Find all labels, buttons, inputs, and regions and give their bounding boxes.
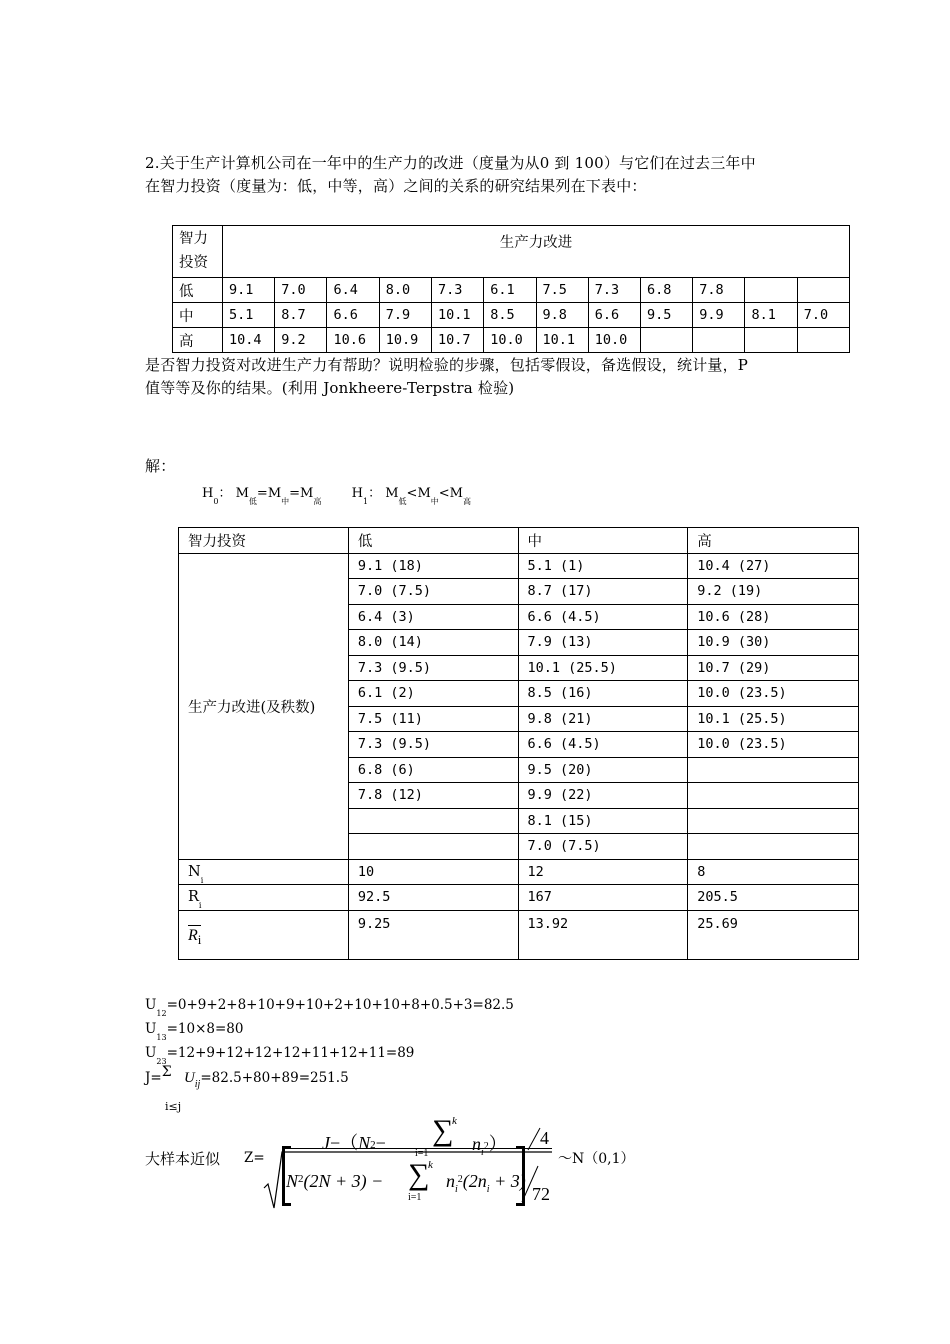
table-row: 低 9.1 7.0 6.4 8.0 7.3 6.1 7.5 7.3 6.8 7.8: [173, 278, 850, 303]
u12-line: $U_{12}=0+9+2+8+10+9+10+2+10+10+8+0.5+3=82.5$: [145, 997, 514, 1018]
solution-label: 解：: [145, 457, 176, 475]
table-row: 8.1 (15): [179, 808, 859, 834]
r-row: $R_i$ 92.5 167 205.5: [179, 885, 859, 911]
sum-icon: ∑: [432, 1114, 454, 1147]
question-line-2: 在智力投资（度量为：低，中等，高）之间的关系的研究结果列在下表中：: [145, 177, 647, 195]
u23-line: $U_{23}=12+9+12+12+12+11+12+11=89$: [145, 1045, 415, 1066]
distribution-label: ～N（0,1）: [558, 1151, 635, 1167]
rbar-row: $R_i$ 9.25 13.92 25.69: [179, 910, 859, 959]
u13-line: $U_{13}=10\times 8=80$: [145, 1021, 244, 1042]
question-line-3: 是否智力投资对改进生产力有帮助？说明检验的步骤，包括零假设，备选假设，统计量，P: [145, 356, 749, 374]
h0-label: $H_0$: [202, 486, 219, 506]
question-line-1: 2.关于生产计算机公司在一年中的生产力的改进（度量为从0 到 100）与它们在过去三年中: [145, 154, 756, 172]
z-label: Z=: [244, 1150, 265, 1166]
table-row: 7.8 (12) 9.9 (22): [179, 783, 859, 809]
header-investment: 智力 投资: [173, 226, 223, 278]
question-prompt: [145, 354, 748, 400]
row-label: 生产力改进(及秩数): [179, 553, 349, 859]
u-statistics: [145, 994, 514, 1066]
hypotheses: $H_0$： $M_低=M_中=M_高$ $H_1$： $M_低<M_中<M_高$: [202, 486, 471, 506]
table-row: 中 5.1 8.7 6.6 7.9 10.1 8.5 9.8 6.6 9.5 9.9 8.1 7.0: [173, 303, 850, 328]
j-statistic: J=Σ $U_{ij}=82.5+80+89=251.5$: [145, 1064, 349, 1090]
table-row: 6.8 (6) 9.5 (20): [179, 757, 859, 783]
table-row: 8.0 (14) 7.9 (13) 10.9 (30): [179, 630, 859, 656]
table-row: 7.5 (11) 9.8 (21) 10.1 (25.5): [179, 706, 859, 732]
question-text: [145, 152, 756, 198]
fraction-line: [282, 1148, 552, 1149]
approx-label: 大样本近似: [145, 1150, 221, 1168]
table-row: 7.3 (9.5) 10.1 (25.5) 10.7 (29): [179, 655, 859, 681]
formula-denominator: $N^2(2N + 3)$ −: [286, 1171, 384, 1191]
table-row: 6.1 (2) 8.5 (16) 10.0 (23.5): [179, 681, 859, 707]
h1-label: $H_1$: [351, 486, 369, 506]
table-row: 生产力改进(及秩数) 9.1 (18) 5.1 (1) 10.4 (27): [179, 553, 859, 579]
rank-table: [178, 527, 859, 960]
table-row: 高 10.4 9.2 10.6 10.9 10.7 10.0 10.1 10.0: [173, 328, 850, 353]
n-row: $N_i$ 10 12 8: [179, 859, 859, 885]
formula-numerator: J−（N2−: [322, 1133, 386, 1153]
header-productivity: 生产力改进: [222, 226, 849, 278]
table-row: 6.4 (3) 6.6 (4.5) 10.6 (28): [179, 604, 859, 630]
table-header-row: 智力投资 低 中 高: [179, 528, 859, 554]
table-row: 7.0 (7.5) 8.7 (17) 9.2 (19): [179, 579, 859, 605]
table-row: 7.0 (7.5): [179, 834, 859, 860]
table-row: 7.3 (9.5) 6.6 (4.5) 10.0 (23.5): [179, 732, 859, 758]
j-under: i≤j: [165, 1100, 182, 1113]
question-line-4: 值等等及你的结果。(利用 Jonkheere-Terpstra 检验): [145, 379, 515, 397]
data-table: [172, 225, 850, 353]
z-formula: J−（N2− ∑ k i=1 $n_i2$） 4 $N^2(2N + 3)$ − ∑ k i=1 $n_i^2(2n_i + 3)$ 72: [262, 1112, 557, 1212]
